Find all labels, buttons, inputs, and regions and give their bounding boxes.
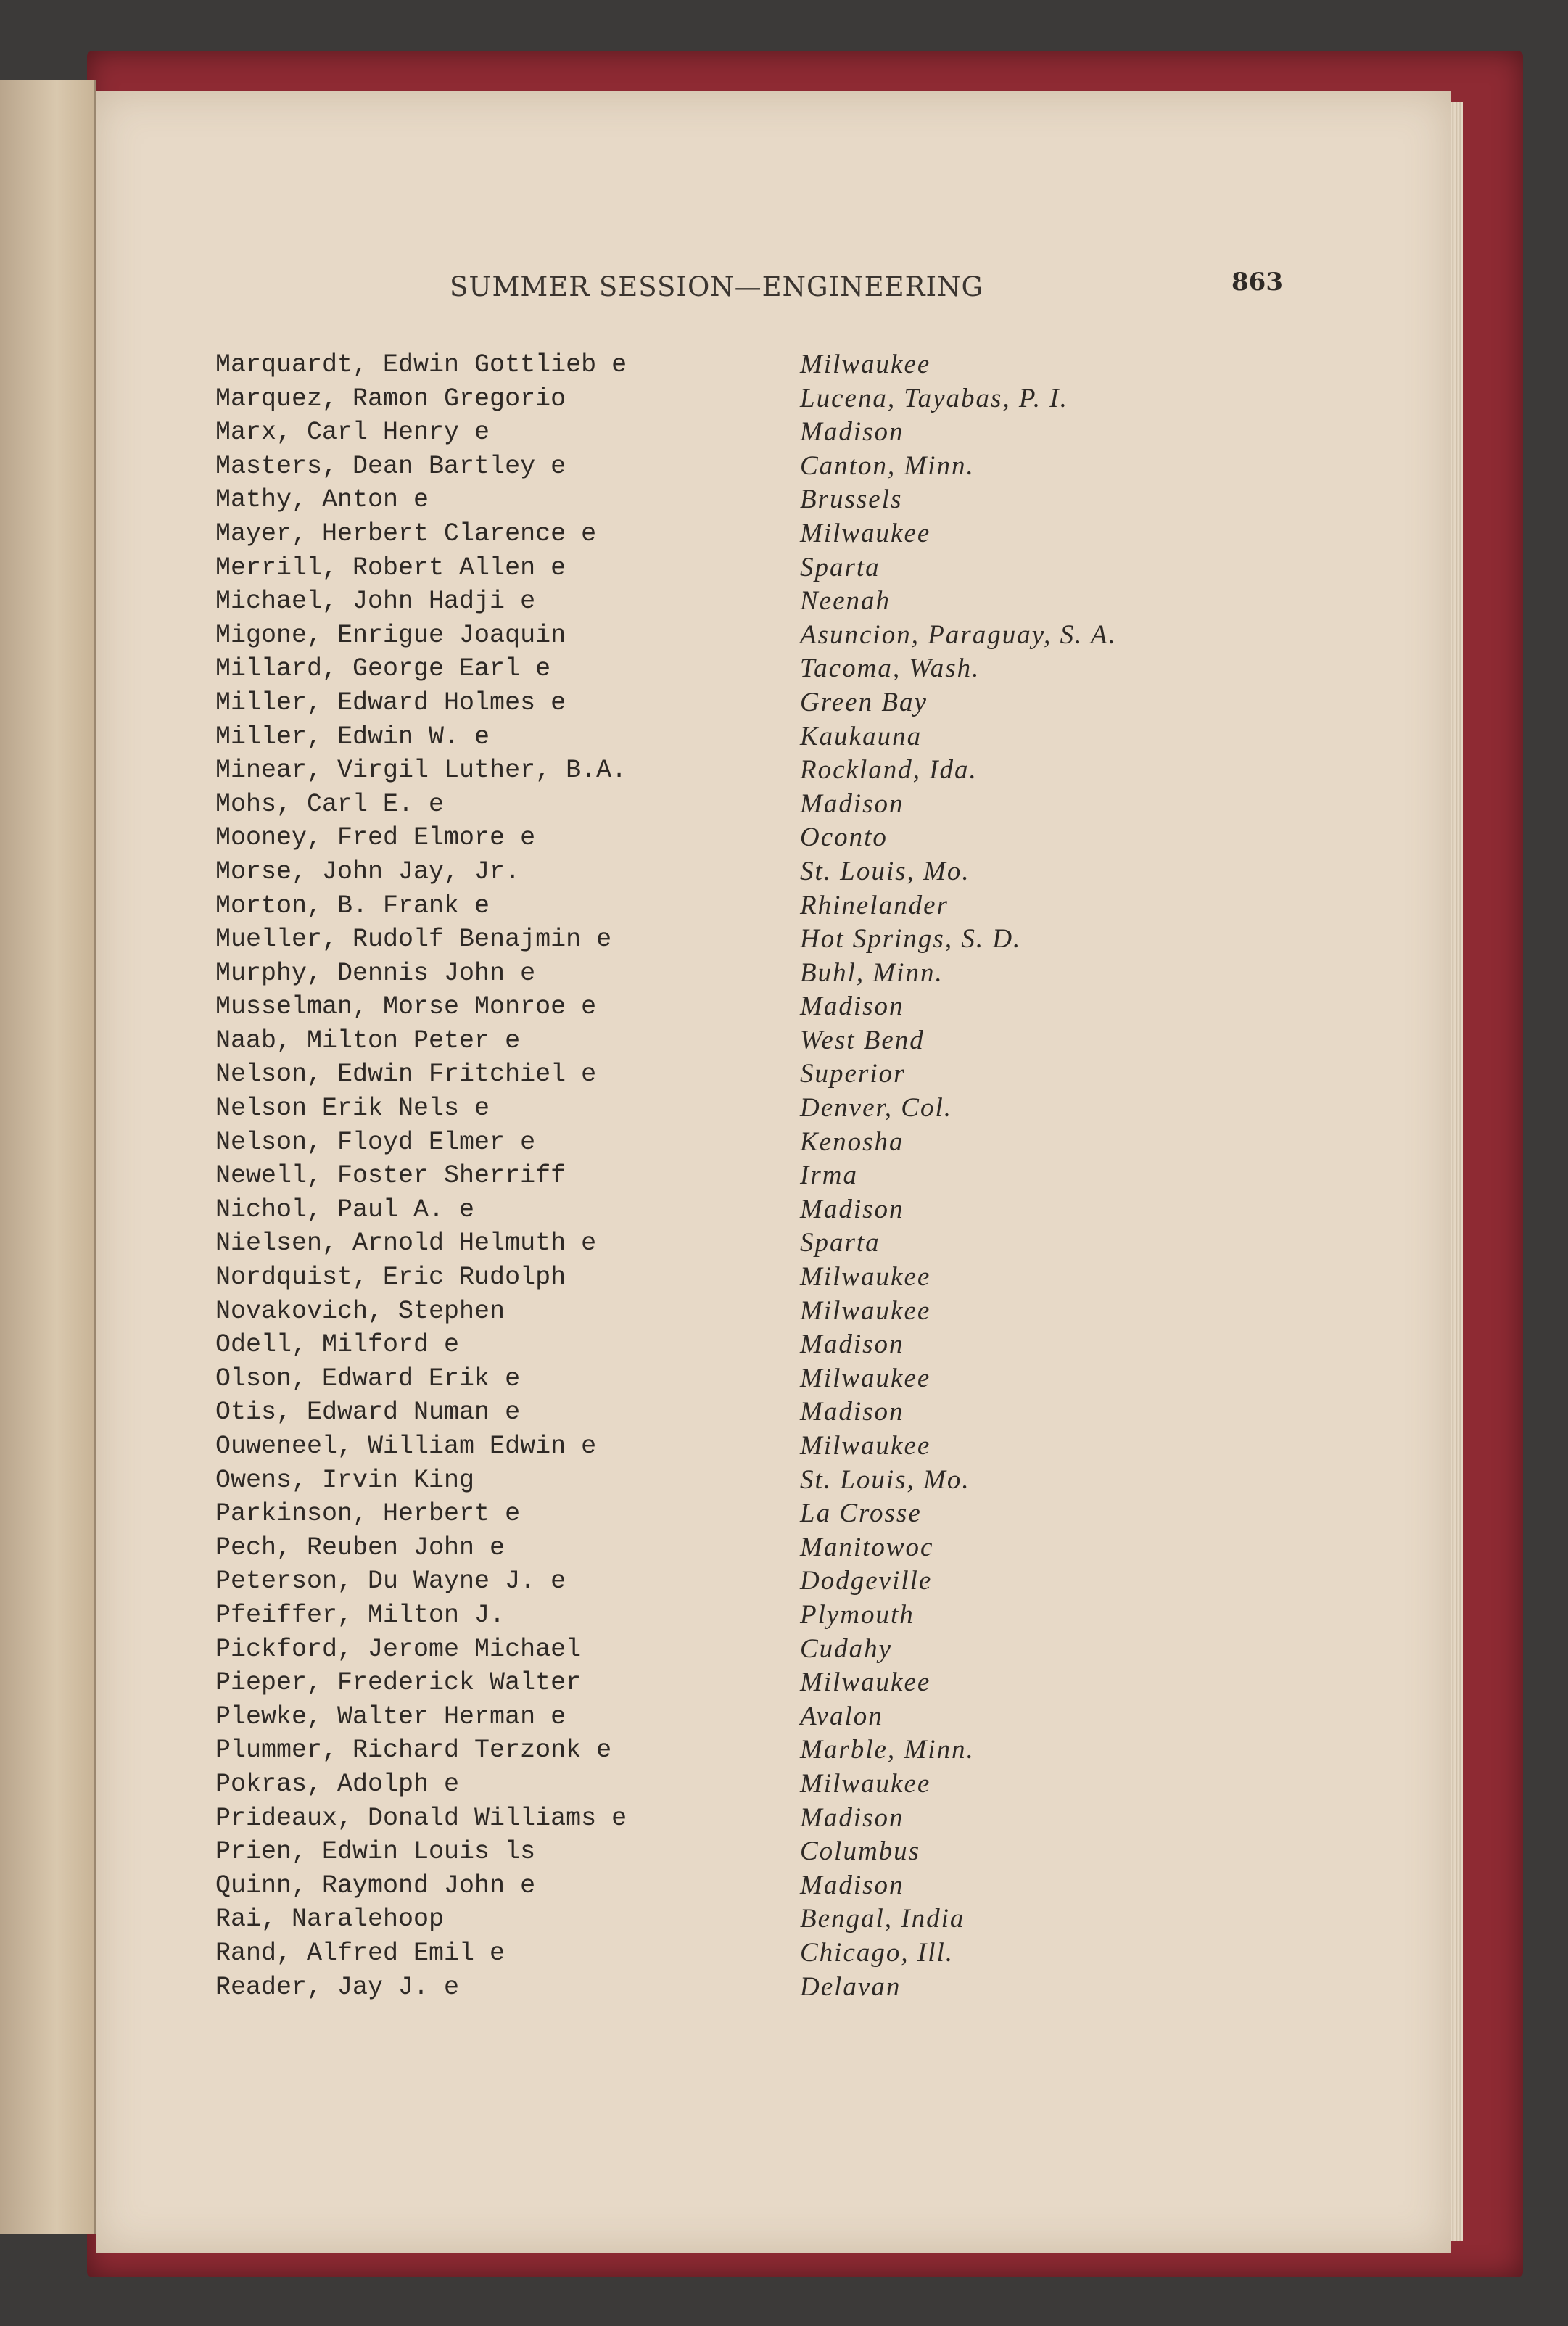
student-name: Marquardt, Edwin Gottlieb e: [215, 350, 627, 379]
student-hometown: Madison: [800, 1870, 904, 1900]
student-name: Michael, John Hadji e: [215, 587, 536, 616]
list-item: [215, 1464, 1267, 1498]
list-item: [215, 652, 1267, 686]
student-hometown: Columbus: [800, 1836, 921, 1867]
student-hometown: Tacoma, Wash.: [800, 653, 981, 684]
student-name: Newell, Foster Sherriff: [215, 1161, 566, 1191]
student-name: Prideaux, Donald Williams e: [215, 1803, 627, 1833]
list-item: [215, 1599, 1267, 1633]
student-name: Murphy, Dennis John e: [215, 958, 536, 988]
running-head: SUMMER SESSION—ENGINEERING: [450, 271, 984, 302]
student-hometown: Canton, Minn.: [800, 450, 975, 481]
list-item: [215, 1971, 1267, 2005]
student-name: Miller, Edwin W. e: [215, 722, 490, 751]
list-item: [215, 1362, 1267, 1396]
list-item: [215, 1633, 1267, 1667]
student-name: Mooney, Fred Elmore e: [215, 823, 536, 853]
student-hometown: Cudahy: [800, 1633, 893, 1664]
student-hometown: Marble, Minn.: [800, 1735, 975, 1765]
student-hometown: Irma: [800, 1160, 858, 1191]
student-hometown: Asuncion, Paraguay, S. A.: [800, 619, 1117, 650]
list-item: [215, 923, 1267, 957]
list-item: [215, 619, 1267, 653]
student-hometown: Milwaukee: [800, 1431, 931, 1461]
student-hometown: Rhinelander: [800, 890, 949, 920]
list-item: [215, 585, 1267, 619]
student-name: Prien, Edwin Louis ls: [215, 1837, 536, 1867]
student-hometown: Milwaukee: [800, 350, 931, 379]
student-name: Nielsen, Arnold Helmuth e: [215, 1229, 597, 1258]
student-name: Morton, B. Frank e: [215, 891, 490, 920]
list-item: [215, 1497, 1267, 1531]
student-name: Rai, Naralehoop: [215, 1905, 445, 1934]
student-hometown: Madison: [800, 1802, 904, 1833]
student-name: Mathy, Anton e: [215, 485, 429, 515]
list-item: [215, 1395, 1267, 1430]
list-item: [215, 1261, 1267, 1295]
student-hometown: Brussels: [800, 484, 903, 515]
student-name: Merrill, Robert Allen e: [215, 553, 566, 582]
list-item: [215, 990, 1267, 1024]
student-hometown: St. Louis, Mo.: [800, 856, 970, 886]
list-item: [215, 1835, 1267, 1869]
student-name: Musselman, Morse Monroe e: [215, 992, 597, 1022]
student-hometown: Chicago, Ill.: [800, 1937, 954, 1968]
list-item: [215, 855, 1267, 889]
student-hometown: Manitowoc: [800, 1532, 934, 1562]
student-name: Nelson, Floyd Elmer e: [215, 1127, 536, 1157]
student-name: Marquez, Ramon Gregorio: [215, 384, 566, 413]
student-hometown: Hot Springs, S. D.: [800, 924, 1022, 954]
list-item: [215, 1902, 1267, 1937]
student-name: Nordquist, Eric Rudolph: [215, 1263, 566, 1292]
student-name: Nichol, Paul A. e: [215, 1195, 475, 1224]
student-name: Plewke, Walter Herman e: [215, 1702, 566, 1731]
list-item: [215, 957, 1267, 991]
list-item: [215, 1295, 1267, 1329]
student-hometown: Madison: [800, 1194, 904, 1224]
list-item: [215, 382, 1267, 416]
student-hometown: Bengal, India: [800, 1904, 965, 1934]
student-name: Odell, Milford e: [215, 1330, 460, 1360]
student-hometown: Milwaukee: [800, 1262, 931, 1292]
list-item: [215, 1024, 1267, 1058]
student-hometown: Avalon: [800, 1701, 883, 1731]
student-name: Owens, Irvin King: [215, 1465, 475, 1495]
page-number: 863: [1231, 268, 1283, 297]
list-item: [215, 1531, 1267, 1565]
student-name: Nelson Erik Nels e: [215, 1094, 490, 1123]
student-hometown: Kenosha: [800, 1126, 904, 1157]
student-name: Nelson, Edwin Fritchiel e: [215, 1060, 597, 1089]
student-hometown: Madison: [800, 1397, 904, 1427]
list-item: [215, 754, 1267, 788]
student-hometown: Milwaukee: [800, 1667, 931, 1698]
student-name: Naab, Milton Peter e: [215, 1026, 521, 1055]
student-name: Miller, Edward Holmes e: [215, 688, 566, 717]
student-hometown: Delavan: [800, 1971, 901, 2002]
student-hometown: Madison: [800, 788, 904, 819]
student-hometown: Madison: [800, 991, 904, 1022]
student-hometown: Rockland, Ida.: [800, 755, 978, 785]
student-hometown: Madison: [800, 1329, 904, 1360]
student-name: Olson, Edward Erik e: [215, 1364, 521, 1393]
list-item: [215, 1733, 1267, 1768]
list-item: [215, 1666, 1267, 1700]
student-name: Masters, Dean Bartley e: [215, 451, 566, 481]
student-list: [215, 348, 1267, 2004]
student-name: Pieper, Frederick Walter: [215, 1668, 582, 1698]
list-item: [215, 788, 1267, 822]
left-page-edge: [0, 80, 96, 2234]
list-item: [215, 1700, 1267, 1734]
student-name: Peterson, Du Wayne J. e: [215, 1567, 566, 1596]
student-hometown: La Crosse: [800, 1498, 922, 1529]
list-item: [215, 1869, 1267, 1903]
student-hometown: Sparta: [800, 1228, 880, 1258]
student-hometown: Kaukauna: [800, 721, 923, 751]
student-hometown: Lucena, Tayabas, P. I.: [800, 383, 1068, 413]
student-hometown: Milwaukee: [800, 1363, 931, 1393]
student-name: Pfeiffer, Milton J.: [215, 1600, 506, 1630]
list-item: [215, 821, 1267, 855]
student-hometown: Sparta: [800, 552, 880, 582]
student-name: Ouweneel, William Edwin e: [215, 1432, 597, 1461]
student-hometown: Superior: [800, 1059, 906, 1089]
student-hometown: Milwaukee: [800, 1768, 931, 1799]
list-item: [215, 720, 1267, 754]
student-hometown: Milwaukee: [800, 518, 931, 548]
list-item: [215, 1057, 1267, 1092]
student-name: Parkinson, Herbert e: [215, 1499, 521, 1529]
list-item: [215, 1092, 1267, 1126]
student-name: Pokras, Adolph e: [215, 1769, 460, 1799]
student-name: Mayer, Herbert Clarence e: [215, 519, 597, 548]
student-name: Otis, Edward Numan e: [215, 1398, 521, 1427]
student-name: Pech, Reuben John e: [215, 1533, 506, 1562]
student-hometown: Milwaukee: [800, 1295, 931, 1326]
list-item: [215, 1226, 1267, 1261]
list-item: [215, 686, 1267, 720]
list-item: [215, 1564, 1267, 1599]
list-item: [215, 416, 1267, 450]
list-item: [215, 1430, 1267, 1464]
student-name: Plummer, Richard Terzonk e: [215, 1736, 612, 1765]
student-name: Novakovich, Stephen: [215, 1296, 506, 1326]
student-hometown: West Bend: [800, 1025, 925, 1055]
student-hometown: Plymouth: [800, 1599, 915, 1630]
student-name: Minear, Virgil Luther, B.A.: [215, 756, 627, 785]
list-item: [215, 889, 1267, 923]
student-name: Morse, John Jay, Jr.: [215, 857, 521, 886]
list-item: [215, 551, 1267, 585]
list-item: [215, 1328, 1267, 1362]
student-hometown: Oconto: [800, 822, 888, 853]
student-name: Mohs, Carl E. e: [215, 789, 445, 819]
student-name: Migone, Enrigue Joaquin: [215, 620, 566, 650]
student-name: Pickford, Jerome Michael: [215, 1634, 582, 1664]
student-hometown: St. Louis, Mo.: [800, 1464, 970, 1495]
student-hometown: Madison: [800, 417, 904, 448]
student-name: Millard, George Earl e: [215, 654, 551, 684]
student-name: Reader, Jay J. e: [215, 1972, 460, 2002]
list-item: [215, 1937, 1267, 1971]
list-item: [215, 1768, 1267, 1802]
student-name: Mueller, Rudolf Benajmin e: [215, 925, 612, 954]
list-item: [215, 348, 1267, 382]
list-item: [215, 483, 1267, 517]
student-name: Quinn, Raymond John e: [215, 1871, 536, 1900]
list-item: [215, 450, 1267, 484]
student-hometown: Green Bay: [800, 687, 928, 717]
list-item: [215, 1126, 1267, 1160]
student-name: Marx, Carl Henry e: [215, 418, 490, 448]
list-item: [215, 517, 1267, 551]
list-item: [215, 1159, 1267, 1193]
list-item: [215, 1193, 1267, 1227]
student-hometown: Denver, Col.: [800, 1093, 952, 1123]
student-hometown: Buhl, Minn.: [800, 957, 944, 988]
student-hometown: Dodgeville: [800, 1566, 933, 1596]
student-name: Rand, Alfred Emil e: [215, 1938, 506, 1968]
student-hometown: Neenah: [800, 586, 891, 616]
list-item: [215, 1802, 1267, 1836]
